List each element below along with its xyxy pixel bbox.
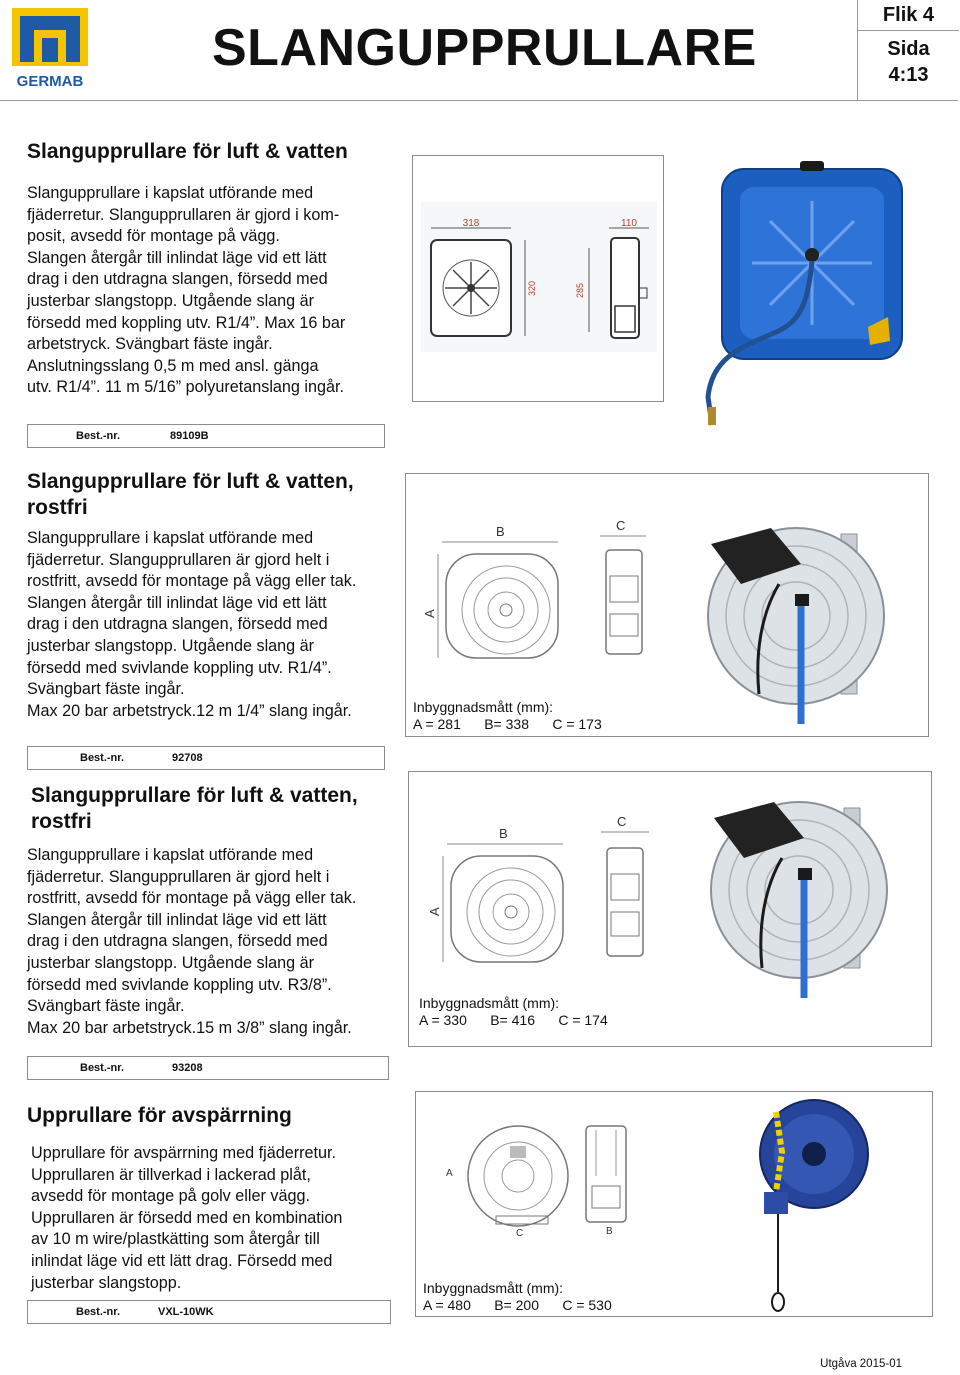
dimensions-title: Inbyggnadsmått (mm):	[423, 1280, 564, 1296]
company-logo	[10, 6, 90, 92]
description-line: Slangen återgår till inlindat läge vid ett lätt	[27, 593, 327, 612]
section-title-line: rostfri	[27, 496, 88, 519]
description-line: Slangupprullare i kapslat utförande med	[27, 846, 314, 864]
section-title	[27, 139, 348, 165]
description-line: Max 20 bar arbetstryck.15 m 3/8” slang ingår.	[27, 1018, 352, 1037]
description-line: avsedd för montage på golv eller vägg.	[31, 1187, 310, 1206]
dimension-letter: C	[516, 1228, 524, 1239]
description-line: drag i den utdragna slangen, försedd med	[27, 932, 328, 951]
dimension-letter: B	[606, 1226, 613, 1237]
description-line: Max 20 bar arbetstryck.12 m 1/4” slang ingår.	[27, 701, 352, 720]
section-title-line: Slangupprullare för luft & vatten,	[27, 470, 354, 493]
product-photo	[682, 157, 931, 434]
edition-footer: Utgåva 2015-01	[820, 1358, 902, 1370]
description-line: Upprullaren är tillverkad i lackerad plåt,	[31, 1165, 311, 1184]
dimension-letter: B	[496, 524, 505, 539]
tab-label: Flik 4	[858, 0, 959, 31]
description-line: utv. R1/4”. 11 m 5/16” polyuretanslang ingår.	[27, 378, 345, 397]
description-line: försedd med svivlande koppling utv. R3/8”.	[27, 975, 332, 994]
tab-box	[857, 0, 959, 100]
order-number-box	[27, 1056, 389, 1080]
section-title-line: Upprullare för avspärrning	[27, 1104, 292, 1127]
section-title	[27, 469, 354, 521]
product-description	[27, 183, 407, 399]
order-number-label: Best.-nr.	[80, 1062, 125, 1074]
dimensions-title: Inbyggnadsmått (mm):	[419, 995, 560, 1011]
description-line: Svängbart fäste ingår.	[27, 680, 185, 699]
order-number-label: Best.-nr.	[76, 430, 121, 442]
description-line: drag i den utdragna slangen, försedd med	[27, 270, 328, 289]
description-line: Svängbart fäste ingår.	[27, 997, 185, 1016]
section-title-line: Slangupprullare för luft & vatten	[27, 140, 348, 163]
description-line: Slangupprullare i kapslat utförande med	[27, 529, 314, 547]
dimension-label: 320	[527, 280, 537, 296]
order-number-label: Best.-nr.	[76, 1306, 121, 1318]
svg-text:GERMAB: GERMAB	[16, 73, 84, 90]
order-number-label: Best.-nr.	[80, 752, 125, 764]
order-number: 89109B	[170, 430, 209, 442]
order-number: 93208	[172, 1062, 203, 1074]
dimensions-title: Inbyggnadsmått (mm):	[413, 699, 554, 715]
description-line: drag i den utdragna slangen, försedd med	[27, 615, 328, 634]
product-description	[27, 845, 407, 1039]
dimension-label: 110	[621, 218, 637, 229]
order-number: VXL-10WK	[158, 1306, 214, 1318]
description-line: posit, avsedd för montage på vägg.	[27, 227, 280, 246]
description-line: försedd med svivlande koppling utv. R1/4”.	[27, 658, 332, 677]
section-title	[31, 783, 358, 835]
dimension-label: 318	[462, 218, 480, 229]
section-title-line: rostfri	[31, 810, 92, 833]
product-description	[31, 1143, 411, 1294]
description-line: justerbar slangstopp. Utgående slang är	[27, 636, 315, 655]
technical-drawing	[412, 155, 664, 402]
dimension-letter: A	[446, 1168, 453, 1179]
dimension-letter: C	[617, 814, 627, 829]
dimension-letter: A	[427, 907, 442, 916]
product-image-panel	[405, 473, 929, 737]
description-line: arbetstryck. Svängbart fäste ingår.	[27, 335, 273, 354]
description-line: justerbar slangstopp.	[31, 1273, 182, 1292]
description-line: Upprullaren är försedd med en kombination	[31, 1208, 343, 1227]
dimensions-values: A = 480 B= 200 C = 530	[423, 1297, 612, 1313]
dimensions-values: A = 330 B= 416 C = 174	[419, 1012, 608, 1028]
description-line: rostfritt, avsedd för montage på vägg eller tak.	[27, 572, 357, 591]
dimension-label: 285	[575, 282, 585, 298]
description-line: rostfritt, avsedd för montage på vägg eller tak.	[27, 889, 357, 908]
description-line: Slangen återgår till inlindat läge vid ett lätt	[27, 910, 327, 929]
product-description	[27, 528, 407, 722]
description-line: fjäderretur. Slangupprullaren är gjord i kom-	[27, 205, 340, 224]
page-number: 4:13	[888, 64, 929, 86]
description-line: justerbar slangstopp. Utgående slang är	[27, 953, 315, 972]
description-line: Anslutningsslang 0,5 m med ansl. gänga	[27, 356, 319, 375]
page-title: SLANGUPPRULLARE	[212, 19, 757, 77]
description-line: försedd med koppling utv. R1/4”. Max 16 bar	[27, 313, 346, 332]
dimensions-values: A = 281 B= 338 C = 173	[413, 716, 602, 732]
description-line: fjäderretur. Slangupprullaren är gjord helt i	[27, 867, 330, 886]
dimension-letter: A	[422, 609, 437, 618]
page-label: Sida	[887, 38, 930, 60]
dimension-letter: B	[499, 826, 508, 841]
description-line: av 10 m wire/plastkätting som återgår till	[31, 1230, 320, 1249]
dimension-letter: C	[616, 518, 626, 533]
description-line: Upprullare för avspärrning med fjäderretur.	[31, 1144, 337, 1162]
order-number-box	[27, 424, 385, 448]
product-image-panel	[415, 1091, 933, 1317]
description-line: inlindat läge vid ett lätt drag. Försedd med	[31, 1251, 333, 1270]
order-number-box	[27, 746, 385, 770]
order-number-box	[27, 1300, 391, 1324]
product-image-panel	[408, 771, 932, 1047]
description-line: justerbar slangstopp. Utgående slang är	[27, 291, 315, 310]
description-line: Slangen återgår till inlindat läge vid ett lätt	[27, 248, 327, 267]
section-title-line: Slangupprullare för luft & vatten,	[31, 784, 358, 807]
description-line: fjäderretur. Slangupprullaren är gjord helt i	[27, 550, 330, 569]
description-line: Slangupprullare i kapslat utförande med	[27, 184, 314, 202]
order-number: 92708	[172, 752, 203, 764]
section-title	[27, 1103, 292, 1129]
